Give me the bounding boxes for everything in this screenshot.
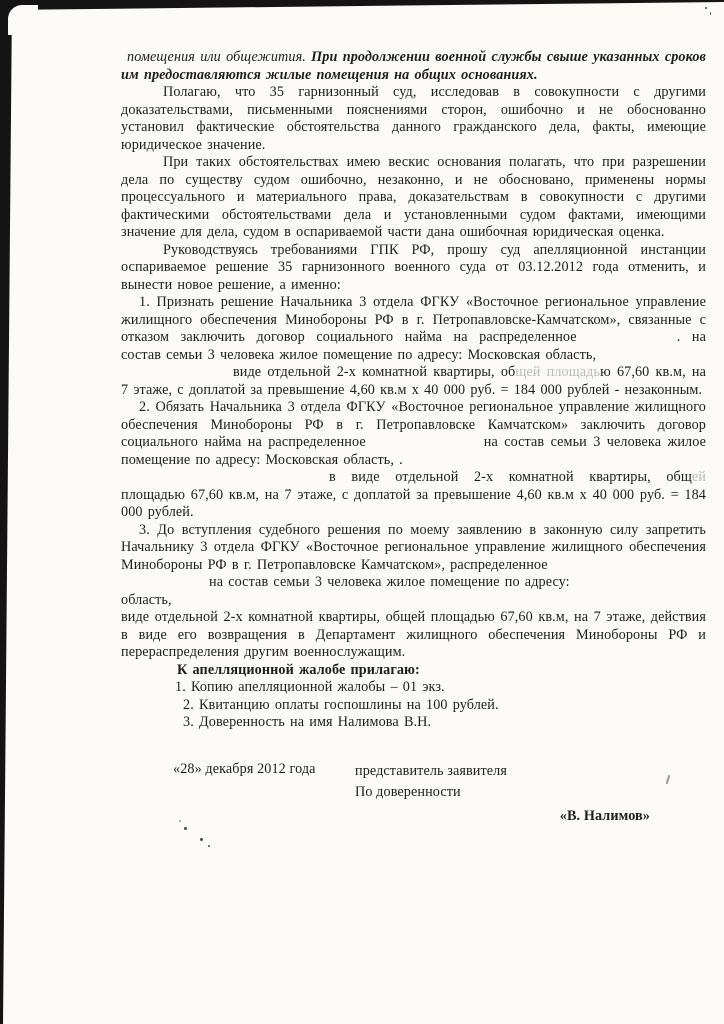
redacted-gap <box>121 480 329 481</box>
text-segment: При таких обстоятельствах имею вескис основания полагать, что при разрешении дела по существу судом ошибочно, незаконно, и не обосновано, применены нормы процессуального и материального права, доказательствам в совокупности с другими фактическими обстоятельствами дела и установленными судом фактами, имеющими значение для дела, судом в оспариваемой части дана ошибочная юридическая оценка. <box>121 154 706 240</box>
text-segment: щей площадь <box>515 364 601 380</box>
text-segment: Руководствуясь требованиями ГПК РФ, прошу суд апелляционной инстанции оспариваемое решение 35 гарнизонного военного суда от 03.12.2012 года отменить, и вынести новое решение, а именно: <box>121 241 706 293</box>
text-segment: При продолжении военной службы свыше указанных сроков им предоставляются жилые помещения на общих основаниях. <box>121 49 706 83</box>
paragraph-item-3 <box>121 522 706 662</box>
text-segment: площадью 67,60 кв.м, на 7 этаже, с доплатой за превышение 4,60 кв.м х 40 000 руб. = 184 000 рублей. <box>121 486 706 520</box>
document-body <box>121 49 706 732</box>
text-segment: . на состав семьи 3 человека жилое помещение по адресу: Московская область, <box>121 329 706 363</box>
attachment-item-1 <box>121 679 706 697</box>
redacted-gap <box>121 375 233 376</box>
paragraph-item-1 <box>121 294 706 399</box>
attachment-item-3 <box>121 714 706 732</box>
signature-date: «28» декабря 2012 года <box>173 760 316 777</box>
text-segment: 2. Квитанцию оплаты госпошлины на 100 рублей. <box>183 696 499 713</box>
redacted-gap <box>577 340 677 341</box>
text-segment: виде отдельной 2-х комнатной квартиры, об <box>233 364 516 380</box>
scan-speckle <box>179 820 181 822</box>
text-segment: 1. Копию апелляционной жалобы – 01 экз. <box>175 679 445 695</box>
scan-top-edge <box>0 0 724 10</box>
text-segment: К апелляционной жалобе прилагаю: <box>177 661 420 678</box>
attachment-item-2 <box>121 697 706 715</box>
paragraph-continuation <box>121 49 706 84</box>
text-segment: Полагаю, что 35 гарнизонный суд, исследовав в совокупности с другими доказательствами, письменными пояснениями сторон, ошибочно и не обоснованно установил фактические обстоятельства данного гражданского дела, факты, имеющие юридическое значение. <box>121 84 706 153</box>
signature-block <box>121 761 706 826</box>
text-segment: виде отдельной 2-х комнатной квартиры, общей площадью 67,60 кв.м, на 7 этаже, действия в виде его возвращения в Департамент жилищного обеспечения Минобороны РФ и перераспределения другим военнослужащим. <box>121 609 706 660</box>
paragraph-pri-takih <box>121 154 706 242</box>
text-segment: помещения или общежития. <box>127 49 312 65</box>
scan-speckle <box>200 838 203 841</box>
scan-speckle <box>208 845 210 847</box>
text-segment: на состав семьи 3 человека жилое помещение по адресу: <box>209 574 570 590</box>
text-segment: 1. Признать решение Начальника 3 отдела ФГКУ «Восточное региональное управление жилищного обеспечения Минобороны РФ в г. Петропавловске-Камчатском», связанные с отказом заключить договор социального найма на распределенное <box>121 294 706 345</box>
paragraph-polagayu <box>121 84 706 154</box>
redacted-gap <box>366 445 484 446</box>
document-page <box>121 49 706 825</box>
signature-role-line2: По доверенности <box>355 783 461 800</box>
signature-name: «В. Налимов» <box>559 807 650 824</box>
paragraph-rukovodstvuyas <box>121 242 706 295</box>
signature-roles <box>355 761 507 803</box>
paragraph-item-2 <box>121 399 706 522</box>
page-corner <box>8 5 38 35</box>
text-segment: на состав семьи 3 человека жилое помещение по адресу: Московская область, . <box>121 434 706 468</box>
text-segment: ю 67,60 кв.м, на 7 этаже, с доплатой за превышение 4,60 кв.м х 40 000 руб. = 184 000 рублей - незаконным. <box>121 364 706 398</box>
redacted-gap <box>121 585 209 586</box>
text-segment: в виде отдельной 2-х комнатной квартиры, общ <box>329 469 692 485</box>
scan-left-edge <box>0 0 12 1024</box>
signature-role-line1: представитель заявителя <box>355 762 507 779</box>
text-segment: 2. Обязать Начальника 3 отдела ФГКУ «Восточное региональное управление жилищного обеспечения Минобороны РФ в г. Петропавловске Камчатском» заключить договор социального найма на распределенное <box>121 399 706 450</box>
attachments-heading <box>121 662 706 680</box>
signature-row <box>121 761 706 803</box>
redacted-gap <box>570 585 616 586</box>
scan-speckle <box>184 827 187 830</box>
scan-speckle <box>710 12 711 15</box>
text-segment: область, <box>121 591 172 608</box>
text-segment: ей <box>691 469 706 485</box>
text-segment: 3. До вступления судебного решения по моему заявлению в законную силу запретить Начальнику 3 отдела ФГКУ «Восточное региональное управление жилищного обеспечения Минобороны РФ в г. Петропавловске Камчатском», распределенное <box>121 521 706 573</box>
text-segment: 3. Доверенность на имя Налимова В.Н. <box>183 714 432 730</box>
scan-speckle <box>705 7 707 9</box>
